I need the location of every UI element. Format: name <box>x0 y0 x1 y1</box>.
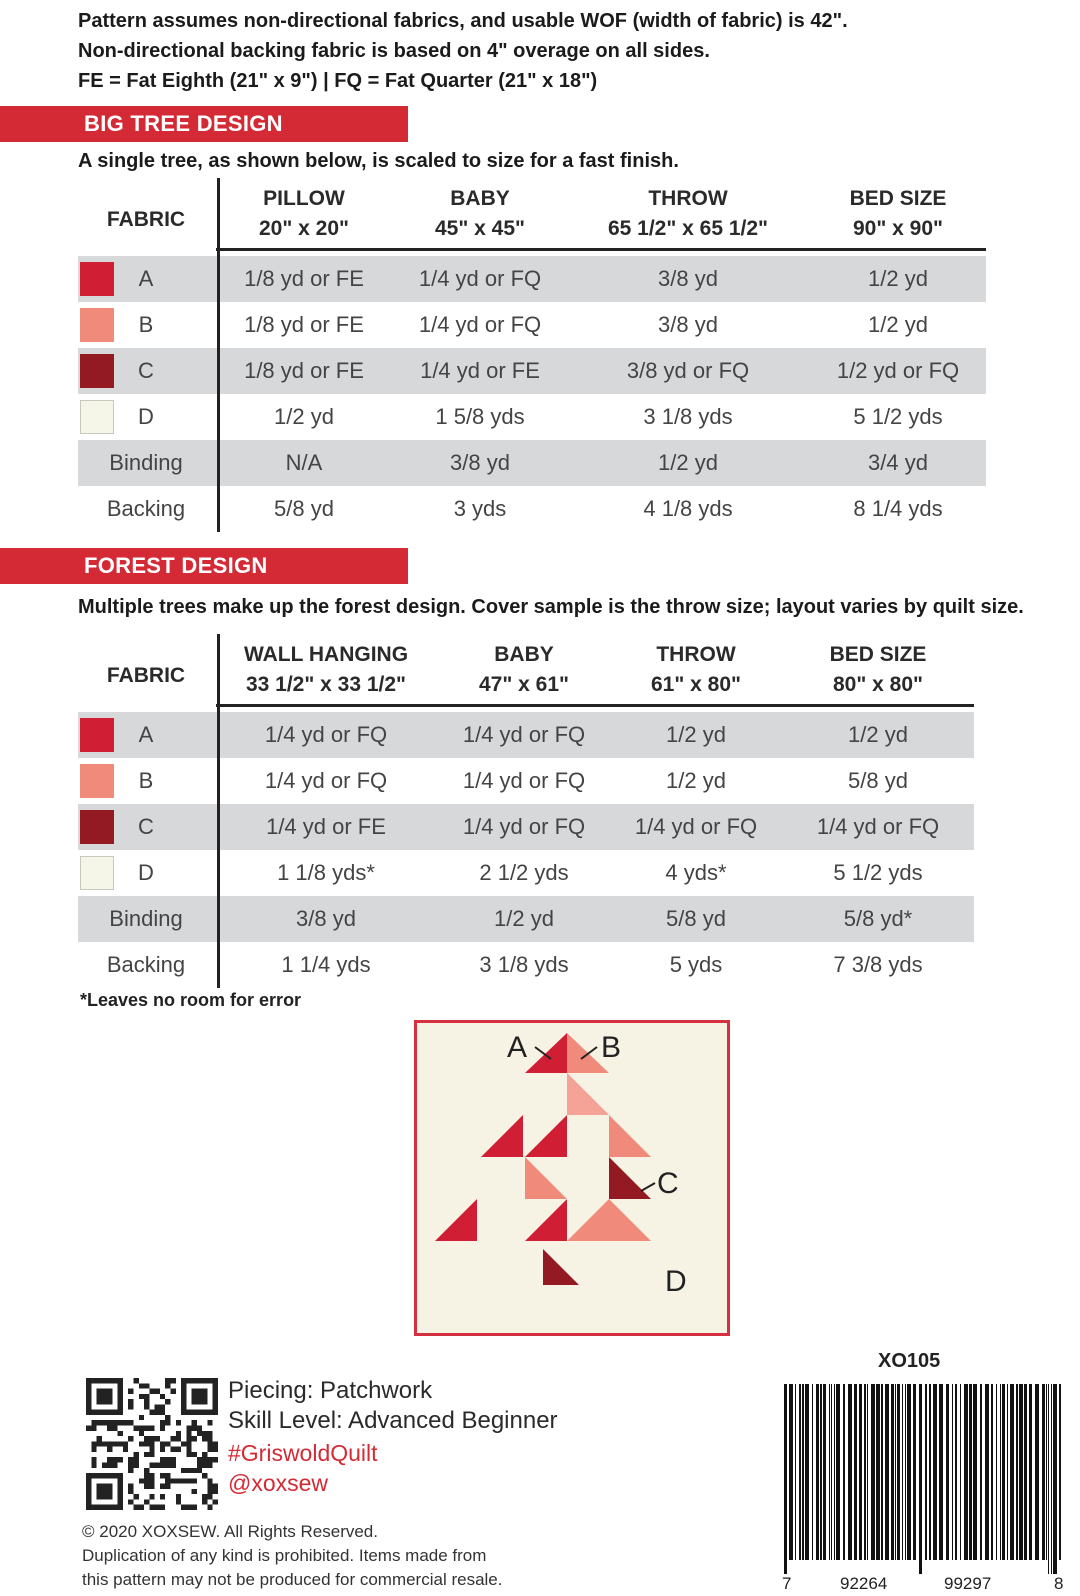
copyright-line: © 2020 XOXSEW. All Rights Reserved. <box>82 1522 378 1541</box>
barcode-bar <box>876 1384 880 1560</box>
yardage-cell: 4 yds* <box>665 860 727 885</box>
barcode-bar <box>784 1384 787 1574</box>
yardage-cell: 1/4 yd or FQ <box>418 312 542 337</box>
column-header <box>216 640 436 700</box>
intro-line-abbrev: FE = Fat Eighth (21" x 9") | FQ = Fat Quarter (21" x 18") <box>78 70 598 92</box>
yardage-cell: 5/8 yd* <box>843 906 913 931</box>
yardage-cell: 5/8 yd <box>666 906 726 931</box>
yardage-cell: 1/4 yd or FQ <box>264 722 388 747</box>
fabric-label: C <box>138 358 154 383</box>
barcode-bar <box>980 1384 982 1560</box>
barcode-bar <box>985 1384 989 1560</box>
yardage-cell: 1/2 yd <box>848 722 908 747</box>
barcode-bar <box>907 1384 911 1560</box>
table-row <box>78 440 986 486</box>
barcode-bar <box>843 1384 845 1560</box>
forest-header <box>78 640 974 712</box>
sku-code: XO105 <box>878 1350 941 1372</box>
table-row <box>78 486 986 532</box>
barcode-bar <box>891 1384 894 1560</box>
yardage-cell: 1/4 yd or FQ <box>634 814 758 839</box>
table-body <box>78 712 974 988</box>
triangle-a <box>525 1199 567 1241</box>
barcode-bar <box>820 1384 822 1560</box>
barcode-bar <box>895 1384 896 1560</box>
table-row <box>78 896 974 942</box>
barcode-bar <box>919 1384 922 1574</box>
barcode-bar <box>829 1384 830 1560</box>
column-name: BABY <box>450 187 510 210</box>
barcode-bar <box>831 1384 832 1560</box>
yardage-cell: 1/2 yd <box>274 404 334 429</box>
pointer-c <box>641 1183 655 1191</box>
triangle-c <box>609 1157 651 1199</box>
column-size: 80" x 80" <box>833 673 923 696</box>
yardage-cell: 3 1/8 yds <box>643 404 733 429</box>
barcode-bar <box>885 1384 889 1560</box>
yardage-cell: 1/4 yd or FQ <box>462 768 586 793</box>
barcode-bar <box>1024 1384 1027 1560</box>
table-row <box>78 758 974 804</box>
pattern-info <box>228 1376 558 1436</box>
triangle-a <box>481 1115 523 1157</box>
footnote: *Leaves no room for error <box>80 990 302 1010</box>
barcode-bar <box>925 1384 927 1560</box>
barcode-bar <box>973 1384 977 1560</box>
yardage-cell: 1/8 yd or FE <box>244 358 364 383</box>
intro-line-backing: Non-directional backing fabric is based on 4" overage on all sides. <box>78 40 710 62</box>
yardage-cell: 5/8 yd <box>848 768 908 793</box>
column-name: BABY <box>494 643 554 666</box>
triangle-a <box>525 1115 567 1157</box>
barcode-bar <box>964 1384 968 1560</box>
barcode-bar <box>1000 1384 1001 1560</box>
barcode-bar <box>939 1384 943 1560</box>
big-tree-header <box>78 184 986 256</box>
tree-triangles <box>435 1033 651 1285</box>
column-divider <box>217 178 220 532</box>
triangle-b <box>525 1157 567 1199</box>
yardage-cell: 3/8 yd <box>450 450 510 475</box>
yardage-cell: 1/2 yd <box>494 906 554 931</box>
yardage-cell: 1/2 yd <box>868 266 928 291</box>
triangle-c <box>543 1249 579 1285</box>
intro-line-wof: Pattern assumes non-directional fabrics, and usable WOF (width of fabric) is 42". <box>78 10 848 32</box>
resale-line: this pattern may not be produced for commercial resale. <box>82 1570 503 1589</box>
barcode-bar <box>1007 1384 1008 1560</box>
big-tree-table <box>78 184 986 532</box>
yardage-cell: 1/4 yd or FQ <box>462 722 586 747</box>
barcode-bar <box>1035 1384 1039 1560</box>
table-row <box>78 850 974 896</box>
label-b: B <box>601 1031 622 1064</box>
social-handle-link[interactable]: @xoxsew <box>228 1470 329 1496</box>
barcode-bar <box>848 1384 852 1560</box>
yardage-cell: 1/4 yd or FQ <box>816 814 940 839</box>
barcode-bar <box>864 1384 866 1560</box>
yardage-cell: 3 yds <box>453 496 507 521</box>
label-c: C <box>657 1167 679 1200</box>
yardage-cell: 5 1/2 yds <box>833 860 923 885</box>
fabric-label: Binding <box>109 906 183 931</box>
column-size: 61" x 80" <box>651 673 741 696</box>
yardage-cell: 5/8 yd <box>274 496 334 521</box>
triangle-b <box>609 1115 651 1157</box>
yardage-cell: 1/2 yd or FQ <box>836 358 960 383</box>
column-name: THROW <box>648 187 728 210</box>
column-size: 90" x 90" <box>853 217 943 240</box>
yardage-cell: 3/4 yd <box>868 450 928 475</box>
intro-notes <box>78 6 848 96</box>
yardage-cell: 3/8 yd <box>658 312 718 337</box>
fabric-label: A <box>138 722 154 747</box>
barcode <box>784 1384 1062 1574</box>
triangle-a <box>435 1199 477 1241</box>
barcode-bar <box>805 1384 809 1560</box>
fabric-label: A <box>138 266 154 291</box>
fabric-label: Backing <box>106 496 186 521</box>
barcode-bar <box>802 1384 804 1560</box>
column-name: BED SIZE <box>829 643 927 666</box>
table-row <box>78 394 986 440</box>
fabric-header: FABRIC <box>106 664 186 687</box>
column-size: 45" x 45" <box>435 217 525 240</box>
barcode-bar <box>867 1384 868 1560</box>
fabric-label: Binding <box>109 450 183 475</box>
column-size: 65 1/2" x 65 1/2" <box>607 217 769 240</box>
barcode-bar <box>1042 1384 1045 1560</box>
barcode-bar <box>812 1384 813 1560</box>
barcode-bar <box>1053 1384 1057 1574</box>
barcode-bar <box>952 1384 953 1560</box>
barcode-bar <box>1016 1384 1018 1560</box>
column-name: THROW <box>656 643 736 666</box>
tree-diagram <box>414 1020 730 1336</box>
tree-diagram-svg <box>417 1023 727 1333</box>
table-row <box>78 712 974 758</box>
yardage-cell: 3/8 yd or FQ <box>626 358 750 383</box>
barcode-bar <box>946 1384 949 1560</box>
barcode-bar <box>1010 1384 1014 1560</box>
barcode-bar <box>955 1384 957 1560</box>
barcode-bar <box>795 1384 796 1560</box>
yardage-cell: 1 1/4 yds <box>281 952 371 977</box>
barcode-bar <box>1051 1384 1052 1574</box>
barcode-bar <box>1046 1384 1047 1560</box>
barcode-bar <box>823 1384 826 1560</box>
yardage-cell: 4 1/8 yds <box>643 496 733 521</box>
yardage-cell: 8 1/4 yds <box>853 496 943 521</box>
yardage-cell: 1/2 yd <box>868 312 928 337</box>
yardage-cell: 1/2 yd <box>658 450 718 475</box>
barcode-digit-first: 7 <box>782 1574 792 1593</box>
barcode-bar <box>991 1384 993 1560</box>
barcode-bar <box>1059 1384 1061 1560</box>
table-row <box>78 942 974 988</box>
barcode-bar <box>816 1384 819 1560</box>
piecing-type: Piecing: Patchwork <box>228 1377 433 1404</box>
barcode-bar <box>1048 1384 1049 1574</box>
barcode-bar <box>859 1384 862 1560</box>
yardage-cell: 3/8 yd <box>658 266 718 291</box>
yardage-cell: 5 1/2 yds <box>853 404 943 429</box>
fabric-label: B <box>138 768 154 793</box>
forest-note: Multiple trees make up the forest design. Cover sample is the throw size; layout varies by quilt size. <box>78 596 1024 618</box>
column-name: BED SIZE <box>849 187 947 210</box>
yardage-cell: 1 5/8 yds <box>435 404 525 429</box>
barcode-bar <box>933 1384 937 1560</box>
yardage-cell: 2 1/2 yds <box>479 860 569 885</box>
yardage-cell: 1/4 yd or FE <box>266 814 386 839</box>
label-a: A <box>507 1031 528 1064</box>
column-size: 47" x 61" <box>479 673 569 696</box>
barcode-bar <box>871 1384 875 1560</box>
yardage-cell: 3/8 yd <box>296 906 356 931</box>
forest-table <box>78 640 974 988</box>
table-row <box>78 256 986 302</box>
duplication-line: Duplication of any kind is prohibited. Items made from <box>82 1546 487 1565</box>
column-header <box>370 184 590 244</box>
qr-code[interactable] <box>86 1378 218 1510</box>
column-size: 33 1/2" x 33 1/2" <box>245 673 407 696</box>
barcode-bar <box>969 1384 972 1560</box>
hashtag-link[interactable]: #GriswoldQuilt <box>228 1440 378 1466</box>
table-row <box>78 348 986 394</box>
barcode-bar <box>836 1384 840 1560</box>
barcode-bar <box>913 1384 916 1560</box>
header-rule <box>216 704 974 707</box>
fabric-label: D <box>138 860 154 885</box>
barcode-bar <box>902 1384 903 1560</box>
table-row <box>78 302 986 348</box>
yardage-cell: 1/2 yd <box>666 768 726 793</box>
column-header <box>788 184 1008 244</box>
barcode-bar <box>960 1384 961 1560</box>
yardage-cell: 1/4 yd or FQ <box>418 266 542 291</box>
barcode-group-right: 99297 <box>944 1574 992 1593</box>
column-divider <box>217 634 220 988</box>
barcode-bar <box>897 1384 900 1560</box>
yardage-cell: 3 1/8 yds <box>479 952 569 977</box>
column-size: 20" x 20" <box>259 217 349 240</box>
barcode-bar <box>789 1384 793 1560</box>
barcode-bar <box>905 1384 906 1560</box>
column-header <box>578 184 798 244</box>
barcode-bar <box>1029 1384 1032 1560</box>
column-header <box>768 640 988 700</box>
yardage-cell: 7 3/8 yds <box>833 952 923 977</box>
triangle-b <box>609 1199 651 1241</box>
yardage-cell: 1/4 yd or FQ <box>462 814 586 839</box>
fabric-label: B <box>138 312 154 337</box>
yardage-cell: 1/4 yd or FE <box>420 358 540 383</box>
barcode-bar <box>929 1384 931 1560</box>
label-d: D <box>665 1265 687 1298</box>
copyright-notice <box>82 1520 502 1592</box>
table-row <box>78 804 974 850</box>
column-name: PILLOW <box>263 187 345 210</box>
barcode-bar <box>1019 1384 1023 1560</box>
triangle-b <box>567 1073 609 1115</box>
barcode-bar <box>881 1384 883 1560</box>
yardage-cell: 1/8 yd or FE <box>244 312 364 337</box>
header-rule <box>216 248 986 251</box>
big-tree-note: A single tree, as shown below, is scaled to size for a fast finish. <box>78 150 679 172</box>
barcode-bar <box>996 1384 997 1560</box>
skill-level: Skill Level: Advanced Beginner <box>228 1407 558 1434</box>
yardage-cell: 1/2 yd <box>666 722 726 747</box>
barcode-digit-last: 8 <box>1054 1574 1064 1593</box>
yardage-cell: 1/8 yd or FE <box>244 266 364 291</box>
fabric-header: FABRIC <box>106 208 186 231</box>
barcode-bar <box>1002 1384 1005 1560</box>
big-tree-banner: BIG TREE DESIGN <box>0 106 408 142</box>
forest-banner: FOREST DESIGN <box>0 548 408 584</box>
barcode-bar <box>854 1384 857 1560</box>
fabric-label: Backing <box>106 952 186 977</box>
fabric-label: C <box>138 814 154 839</box>
yardage-cell: 1 1/8 yds* <box>277 860 375 885</box>
table-body <box>78 256 986 532</box>
triangle-a <box>525 1033 567 1073</box>
yardage-cell: 1/4 yd or FQ <box>264 768 388 793</box>
barcode-bar <box>834 1384 835 1560</box>
yardage-cell: N/A <box>285 450 323 475</box>
fabric-label: D <box>138 404 154 429</box>
column-name: WALL HANGING <box>243 643 409 666</box>
barcode-bar <box>799 1384 801 1560</box>
barcode-group-left: 92264 <box>840 1574 888 1593</box>
yardage-cell: 5 yds <box>669 952 723 977</box>
